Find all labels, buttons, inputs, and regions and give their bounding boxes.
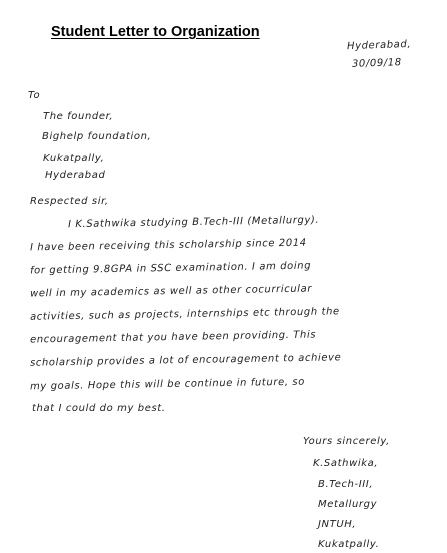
body-line: well in my academics as well as other cocurricular — [29, 283, 313, 300]
signature-line: Kukatpally. — [318, 539, 380, 550]
signature-line: K.Sathwika, — [313, 458, 379, 469]
recipient-line: Bighelp foundation, — [42, 131, 152, 142]
body-line: for getting 9.8GPA in SSC examination. I am doing — [29, 260, 312, 277]
body-line: I K.Sathwika studying B.Tech-III (Metallurgy). — [67, 214, 320, 231]
recipient-line: Kukatpally, — [43, 153, 105, 164]
body-line: scholarship provides a lot of encouragement to achieve — [29, 352, 342, 369]
page-title: Student Letter to Organization — [51, 24, 260, 40]
sign-off: Yours sincerely, — [303, 436, 390, 447]
signature-line: JNTUH, — [318, 519, 357, 530]
signature-line: B.Tech-III, — [318, 479, 374, 490]
signature-line: Metallurgy — [318, 499, 378, 510]
letter-place: Hyderabad, — [346, 38, 412, 53]
body-line: that I could do my best. — [32, 403, 166, 414]
to-label: To — [28, 90, 41, 101]
body-line: I have been receiving this scholarship since 2014 — [29, 237, 307, 254]
salutation: Respected sir, — [30, 196, 109, 207]
letter-date: 30/09/18 — [351, 57, 402, 70]
recipient-line: The founder, — [43, 111, 114, 122]
recipient-line: Hyderabad — [45, 170, 106, 181]
body-line: encouragement that you have been providing. This — [29, 329, 317, 346]
body-line: my goals. Hope this will be continue in future, so — [29, 376, 305, 393]
body-line: activities, such as projects, internships etc through the — [29, 306, 340, 323]
